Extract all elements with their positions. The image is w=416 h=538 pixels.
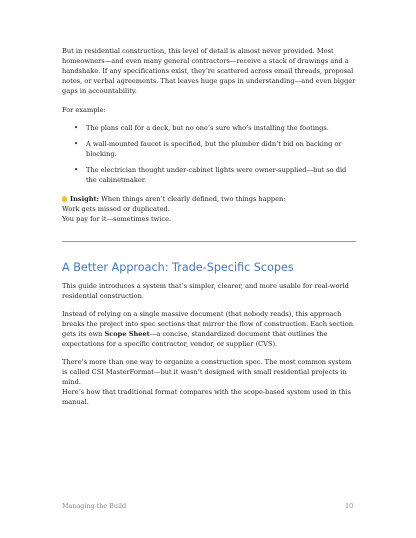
section-paragraph-3 xyxy=(62,357,356,407)
insight-line-2: Work gets missed or duplicated. xyxy=(62,205,170,213)
example-list xyxy=(62,123,356,185)
intro-paragraph: But in residential construction, this level of detail is almost never provided. Most homeowners—and even many general contractors—receive a stack of drawings and a handshake. If any specifications exist, they’re scattered across email threads, proposal notes, or verbal agreements. That leaves huge gaps in understanding—and even bigger gaps in accountability. xyxy=(62,47,356,95)
paragraph-2-text-end: —a concise, standardized document that outlines the expectations for a specific contractor, vendor, or supplier (CVS). xyxy=(62,330,328,348)
paragraph-2-text: Instead of relying on a single massive document (that nobody reads), this approach breaks the project into spec sections that mirror the flow of construction. Each section gets its own xyxy=(62,310,354,338)
paragraph-3-line-1: There’s more than one way to organize a construction spec. The most common system is called CSI MasterFormat—but it wasn’t designed with small residential projects in mind. xyxy=(62,358,352,386)
list-item-text: A wall-mounted faucet is specified, but the plumber didn’t bid on backing or blocking. xyxy=(86,140,342,158)
footer-title: Managing the Build xyxy=(62,502,127,510)
list-item-text: The plans call for a deck, but no one’s sure who’s installing the footings. xyxy=(86,124,329,132)
insight-label: Insight: xyxy=(70,195,99,203)
bullet-icon: • xyxy=(74,166,79,174)
page-number: 10 xyxy=(345,502,354,510)
bullet-icon: • xyxy=(74,124,79,132)
list-item xyxy=(62,123,356,133)
insight-callout xyxy=(62,194,356,224)
insight-line-1 xyxy=(62,194,356,204)
lightbulb-icon xyxy=(62,196,67,202)
paragraph-3-line-2: Here’s how that traditional format compares with the scope-based system used in this manual. xyxy=(62,388,351,406)
section-divider xyxy=(62,241,356,242)
insight-text: When things aren’t clearly defined, two things happen: xyxy=(98,195,286,203)
section-paragraph-2 xyxy=(62,309,356,349)
list-item xyxy=(62,139,356,159)
page-content xyxy=(62,46,356,407)
insight-line-3: You pay for it—sometimes twice. xyxy=(62,215,172,223)
section-paragraph-1: This guide introduces a system that’s simpler, clearer, and more usable for real-world residential construction. xyxy=(62,282,349,300)
scope-sheet-term: Scope Sheet xyxy=(104,330,150,338)
list-item-text: The electrician thought under-cabinet lights were owner-supplied—but so did the cabinetmaker. xyxy=(86,166,347,184)
section-heading: A Better Approach: Trade-Specific Scopes xyxy=(62,261,294,274)
for-example-text: For example: xyxy=(62,106,106,114)
list-item xyxy=(62,165,356,185)
bullet-icon: • xyxy=(74,140,79,148)
